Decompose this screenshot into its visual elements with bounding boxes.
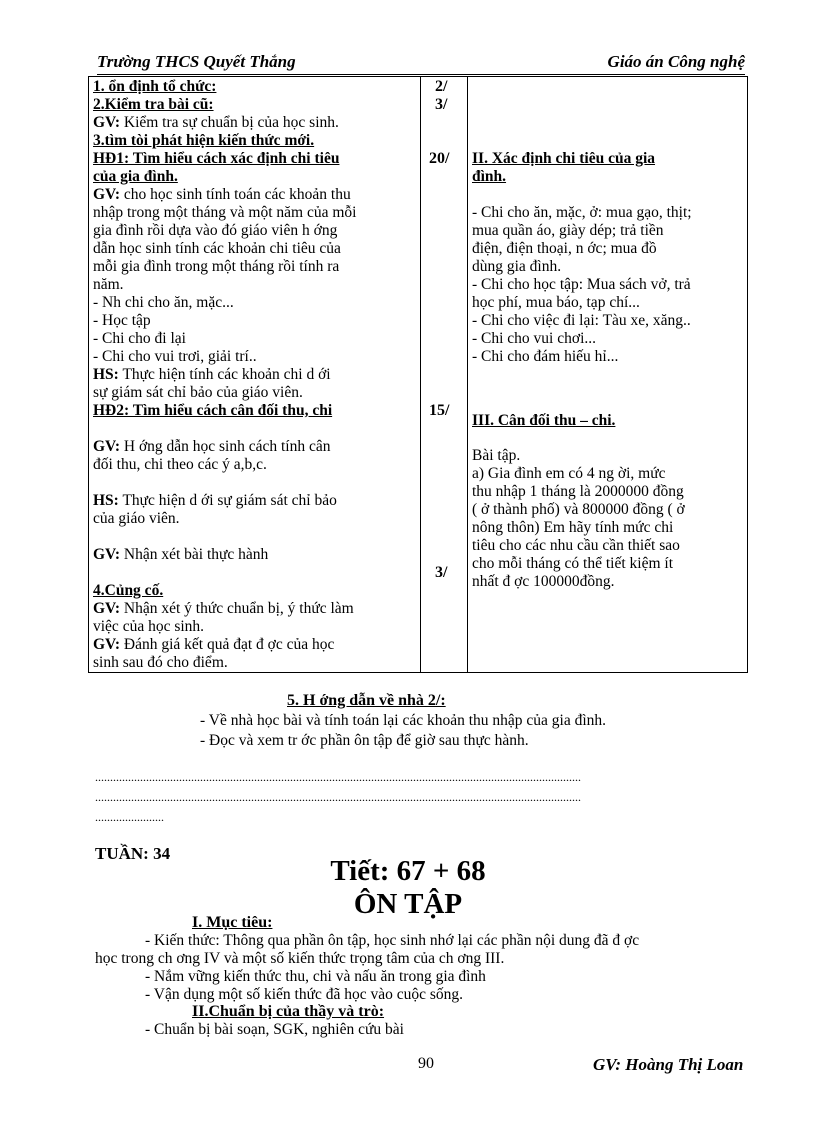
section-3-title: 3.tìm tòi phát hiện kiến thức mới.	[93, 132, 315, 149]
exercise-line: nhất đ ợc 100000đồng.	[472, 573, 615, 590]
content-line: điện, điện thoại, n ớc; mua đồ	[472, 240, 657, 257]
homework-line: - Đọc và xem tr ớc phần ôn tập để giờ sau thực hành.	[200, 732, 529, 749]
content-line: - Chi cho đám hiếu hỉ...	[472, 348, 619, 365]
content-column	[468, 77, 748, 673]
exercise-title: Bài tập.	[472, 447, 521, 464]
list-item: - Nh chi cho ăn, mặc...	[93, 294, 234, 311]
time-value: 15/	[429, 402, 450, 419]
gv1-line: nhập trong một tháng và một năm của mỗi	[93, 204, 357, 221]
exercise-line: thu nhập 1 tháng là 2000000 đồng	[472, 483, 684, 500]
preparation-title: II.Chuẩn bị của thầy và trò:	[192, 1003, 385, 1020]
exercise-line: nông thôn) Em hãy tính mức chi	[472, 519, 674, 536]
content-line: - Chi cho vui chơi...	[472, 330, 596, 347]
gv5-line: GV: Đánh giá kết quả đạt đ ợc của học	[93, 636, 335, 653]
hd1-title: HĐ1: Tìm hiểu cách xác định chi tiêu	[93, 150, 340, 167]
homework-line: - Về nhà học bài và tính toán lại các khoản thu nhập của gia đình.	[200, 712, 607, 729]
hd1-title-2: của gia đình.	[93, 168, 178, 185]
lesson-title: ÔN TẬP	[353, 888, 463, 920]
activities-column	[89, 77, 421, 673]
section-ii-title-2: đình.	[472, 168, 507, 185]
exercise-line: cho mỗi tháng có thể tiết kiệm ít	[472, 555, 674, 572]
subject-name: Giáo án Công nghệ	[607, 52, 745, 71]
exercise-line: ( ở thành phố) và 800000 đồng ( ở	[472, 501, 685, 518]
week-label: TUẦN: 34	[95, 844, 171, 863]
dotted-line: ..................................................................................................................................................................	[95, 770, 581, 784]
section-iii-title: III. Cân đối thu – chi.	[472, 412, 616, 429]
time-value: 20/	[429, 150, 450, 167]
objective-line: học trong ch ơng IV và một số kiến thức trọng tâm của ch ơng III.	[95, 950, 505, 967]
page-number: 90	[418, 1055, 434, 1072]
section-1-title: 1. ổn định tổ chức:	[93, 78, 217, 95]
gv4-line: việc của học sinh.	[93, 618, 205, 635]
objectives-title: I. Mục tiêu:	[192, 914, 273, 931]
time-column	[421, 77, 468, 673]
hs1-line: HS: Thực hiện tính các khoản chi d ới	[93, 366, 331, 383]
content-line: - Chi cho ăn, mặc, ở: mua gạo, thịt;	[472, 204, 692, 221]
objective-line: - Vận dụng một số kiến thức đã học vào cuộc sống.	[145, 986, 464, 1003]
gv1-line: mỗi gia đình trong một tháng rồi tính ra	[93, 258, 340, 275]
period-title: Tiết: 67 + 68	[330, 855, 486, 887]
dotted-line: ..................................................................................................................................................................	[95, 790, 581, 804]
gv3-line: GV: Nhận xét bài thực hành	[93, 546, 269, 563]
gv-check-line: GV: Kiểm tra sự chuẩn bị của học sinh.	[93, 114, 339, 131]
gv1-line: năm.	[93, 276, 124, 293]
objective-line: - Nắm vững kiến thức thu, chi và nấu ăn trong gia đình	[145, 968, 486, 985]
section-4-title: 4.Củng cố.	[93, 582, 164, 599]
gv1-line: GV: cho học sinh tính toán các khoản thu	[93, 186, 351, 203]
hs1-line: sự giám sát chỉ bảo của giáo viên.	[93, 384, 303, 401]
dotted-line: .......................	[95, 810, 164, 824]
hd2-title: HĐ2: Tìm hiểu cách cân đối thu, chi	[93, 402, 333, 419]
lesson-table	[88, 76, 748, 673]
gv5-line: sinh sau đó cho điểm.	[93, 654, 228, 671]
gv4-line: GV: Nhận xét ý thức chuẩn bị, ý thức làm	[93, 600, 354, 617]
school-name: Trường THCS Quyết Thắng	[97, 52, 296, 71]
homework-title: 5. H ớng dẫn về nhà 2/:	[287, 692, 446, 709]
exercise-line: tiêu cho các nhu cầu cần thiết sao	[472, 537, 680, 554]
gv1-line: gia đình rồi dựa vào đó giáo viên h ớng	[93, 222, 338, 239]
content-line: học phí, mua báo, tạp chí...	[472, 294, 640, 311]
content-line: - Chi cho học tập: Mua sách vở, trả	[472, 276, 691, 293]
objective-line: - Kiến thức: Thông qua phần ôn tập, học sinh nhớ lại các phần nội dung đã đ ợc	[145, 932, 640, 949]
time-value: 2/	[435, 78, 448, 95]
section-ii-title: II. Xác định chi tiêu của gia	[472, 150, 656, 167]
exercise-line: a) Gia đình em có 4 ng ời, mức	[472, 465, 666, 482]
preparation-line: - Chuẩn bị bài soạn, SGK, nghiên cứu bài	[145, 1021, 404, 1038]
list-item: - Học tập	[93, 312, 151, 329]
teacher-name: GV: Hoàng Thị Loan	[593, 1055, 744, 1074]
hs2-line: của giáo viên.	[93, 510, 180, 527]
content-line: - Chi cho việc đi lại: Tàu xe, xăng..	[472, 312, 691, 329]
gv1-line: dẫn học sinh tính các khoản chi tiêu của	[93, 240, 341, 257]
hs2-line: HS: Thực hiện d ới sự giám sát chỉ bảo	[93, 492, 337, 509]
gv2-line: đối thu, chi theo các ý a,b,c.	[93, 456, 267, 473]
content-line: mua quần áo, giày dép; trả tiền	[472, 222, 664, 239]
page-header	[97, 52, 745, 75]
content-line: dùng gia đình.	[472, 258, 562, 275]
list-item: - Chi cho đi lại	[93, 330, 186, 347]
gv2-line: GV: H ớng dẫn học sinh cách tính cân	[93, 438, 331, 455]
section-2-title: 2.Kiểm tra bài cũ:	[93, 96, 214, 113]
time-value: 3/	[435, 96, 448, 113]
list-item: - Chi cho vui trơi, giải trí..	[93, 348, 257, 365]
time-value: 3/	[435, 564, 448, 581]
